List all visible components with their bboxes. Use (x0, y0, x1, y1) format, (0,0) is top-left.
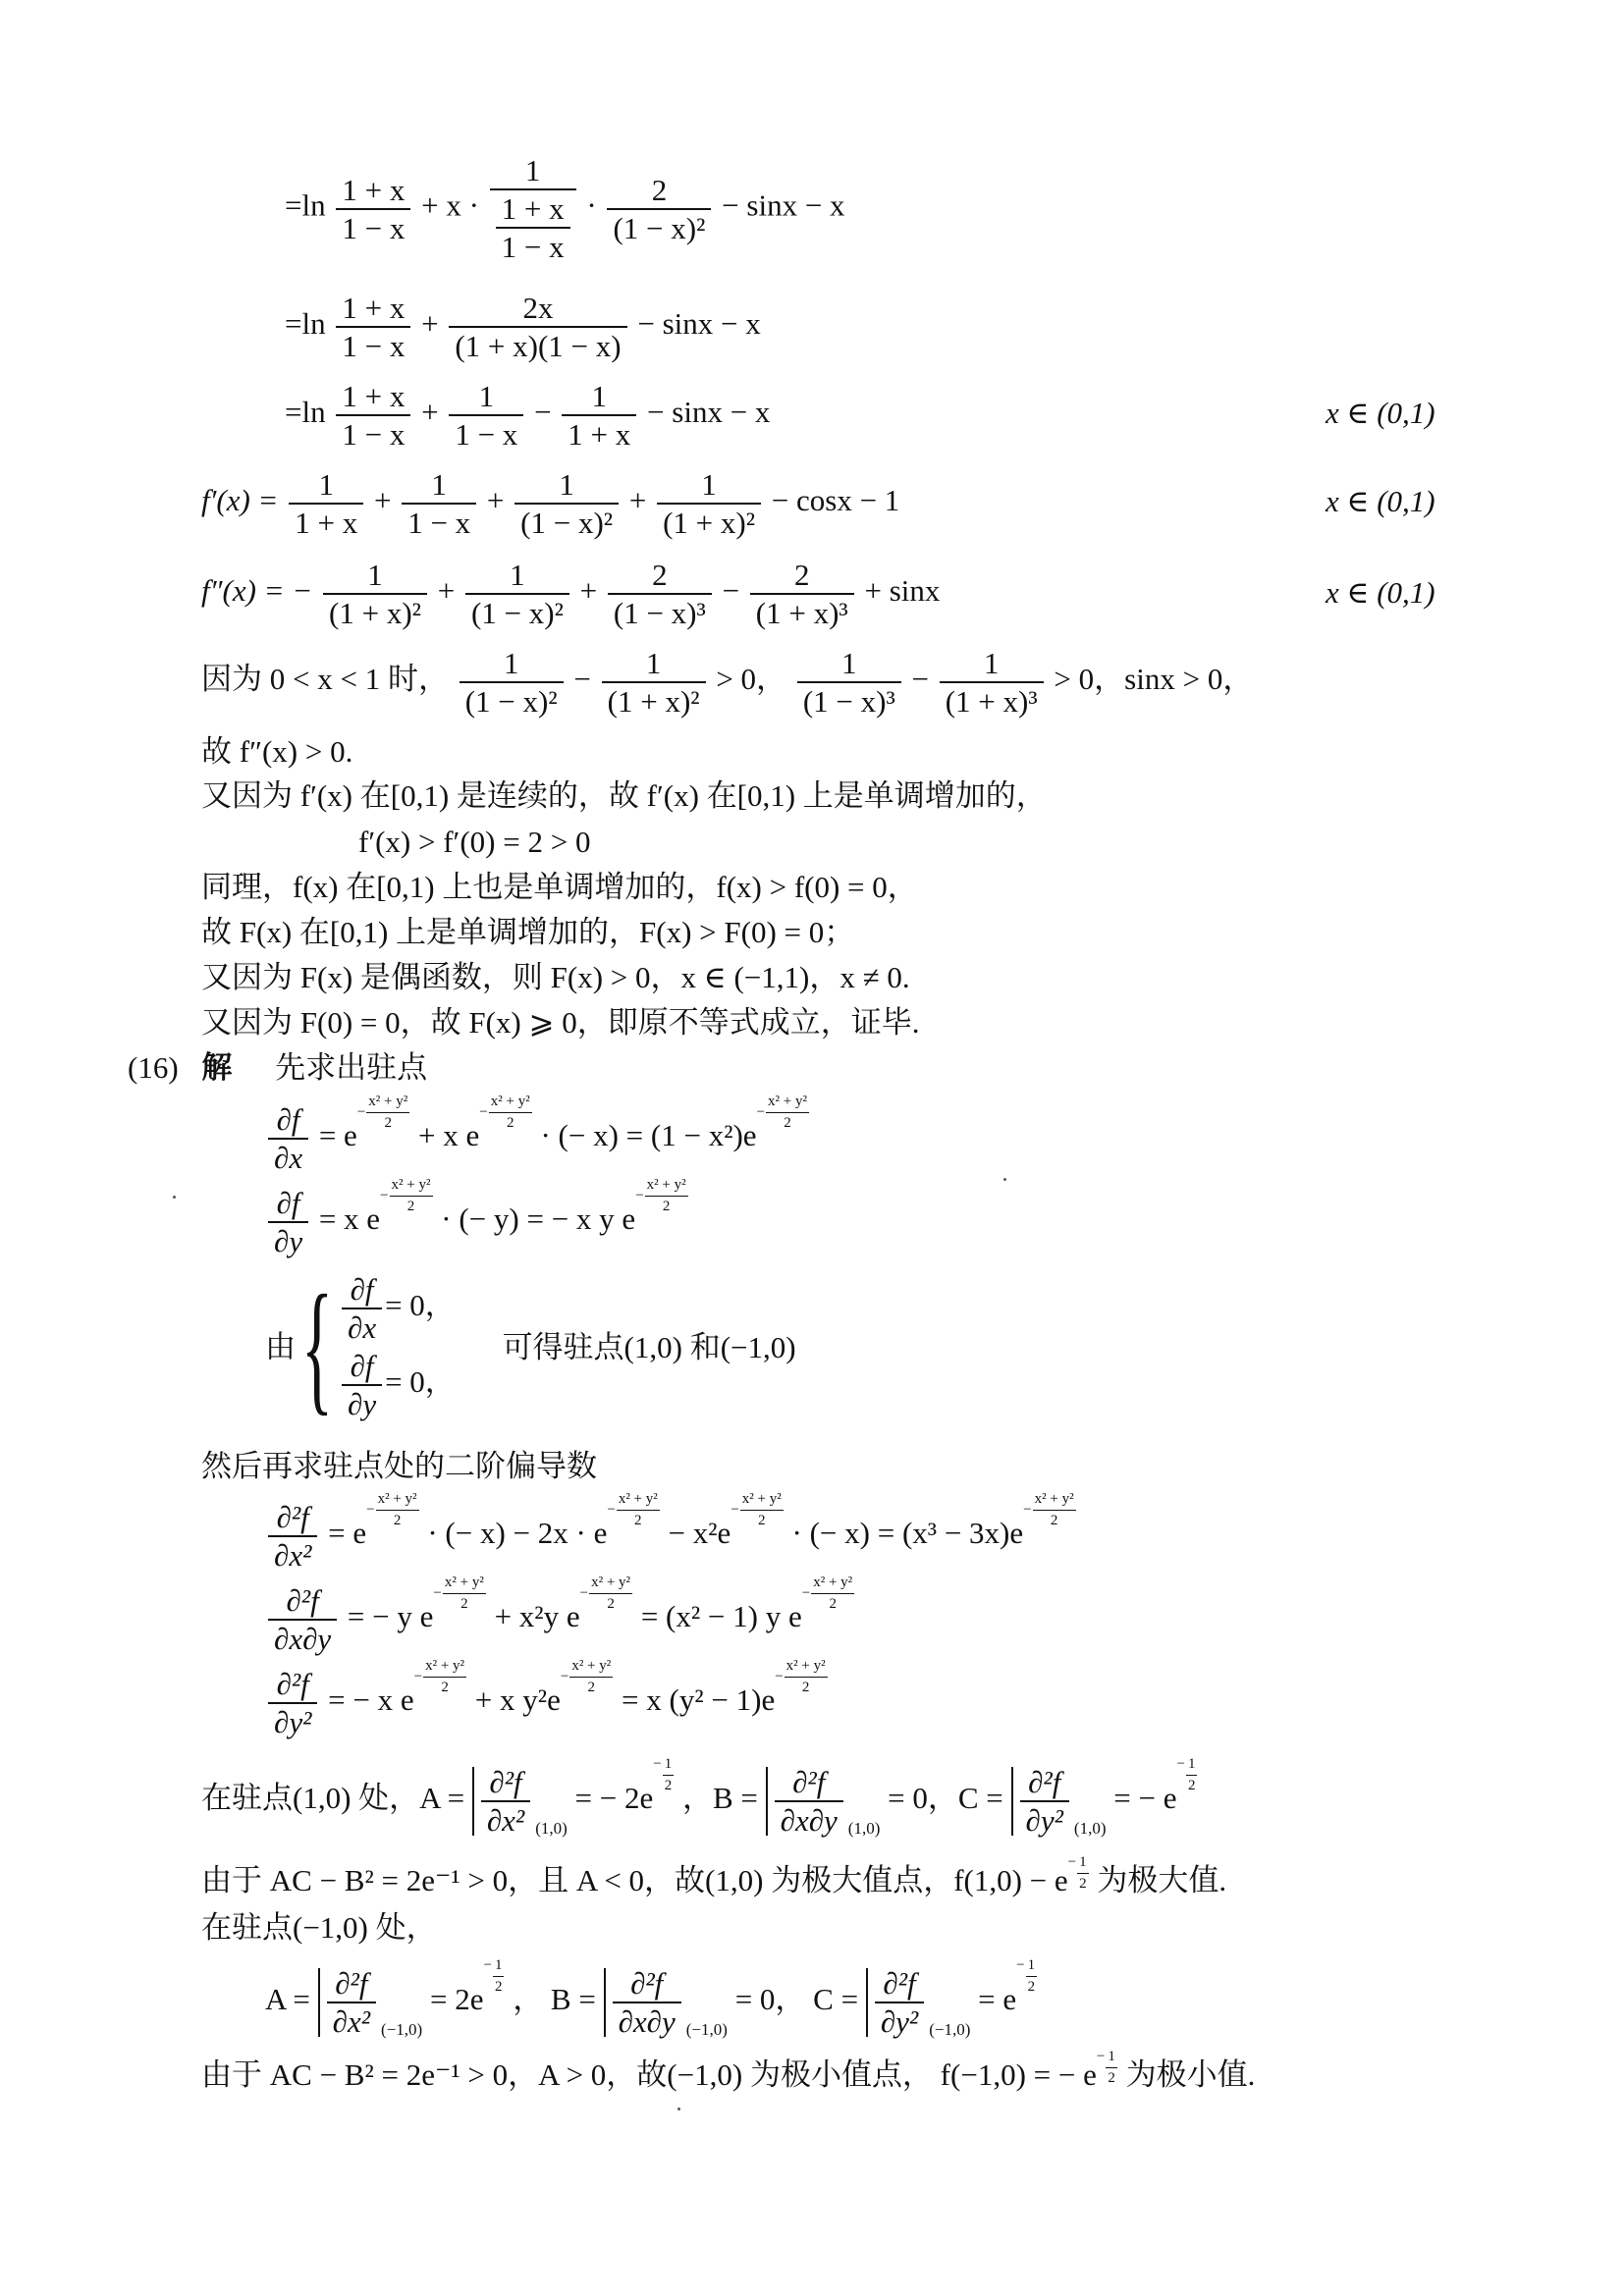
text-line: 故 F(x) 在[0,1) 上是单调增加的，F(x) > F(0) = 0； (201, 915, 855, 949)
problem-16-header: (16) 解 先求出驻点 (128, 1050, 428, 1085)
scan-speck (677, 2108, 680, 2110)
scan-speck (1003, 1178, 1006, 1181)
text-line: 在驻点(−1,0) 处， (201, 1910, 437, 1945)
eq-at-point-1: 在驻点(1,0) 处，A = $\frac{\text{∂²f}}{\text{∂x²}}$ $_{(1,0)}$ = − 2e− $^{\frac{1}{2}}$ ，B = $\frac{\text{∂²f}}{\partial x\partial y}$ $_{(1,0)}$ = 0，C = $\frac{\text{∂²f}}{\text{∂y²}}$ $_{(1,0)}$ = − e− $^{\frac{1}{2}}$ (201, 1756, 1196, 1839)
text-line: 又因为 F(x) 是偶函数，则 F(x) > 0，x ∈ (−1,1)，x ≠ 0. (201, 960, 910, 994)
since-line: 因为 0 < x < 1 时， $\frac{1}{\text{(1 − x)²}}$ − $\frac{1}{\text{(1 + x)²}}$ > 0， $\frac{1}{\text{(1 − x)³}}$ − $\frac{1}{\text{(1 + x)³}}$ > 0，sinx > 0， (201, 646, 1254, 719)
eq-df-dy: $\frac{\partial f}{\partial y}$ = x $e^{- \frac{\text{x² + y²}}{2}}$ · (− y) = − x y $e^{- \frac{\text{x² + y²}}{2}}$ (265, 1188, 689, 1256)
eq-line-2: =ln $\frac{1 + x}{1 - x}$ + $\frac{2x}{(1 + x)(1 - x)}$ − sinx − x (285, 291, 761, 363)
text-line: 又因为 F(0) = 0，故 F(x) ⩾ 0，即原不等式成立，证毕. (201, 1005, 920, 1040)
system-of-equations: 由{ $\frac{\partial f}{\partial x}$ = 0， $\frac{\partial f}{\partial y}$ = 0， 可得驻点(1,0) 和(−1,0) (265, 1265, 796, 1428)
eq-fdoubleprime: f″(x) = − $\frac{1}{\text{(1 + x)²}}$ + $\frac{1}{\text{(1 − x)²}}$ + $\frac{2}{\text{(1 − x)³}}$ − $\frac{2}{\text{(1 + x)³}}$ + sinx (201, 558, 941, 630)
text-line: 然后再求驻点处的二阶偏导数 (201, 1449, 597, 1483)
text-line: 由于 AC − B² = 2e⁻¹ > 0，A > 0，故(−1,0) 为极小值点， f(−1,0) = − e− $^{\frac{1}{2}}$ 为极小值. (201, 2049, 1256, 2092)
text-line: 又因为 f′(x) 在[0,1) 是连续的，故 f′(x) 在[0,1) 上是单调增加的， (201, 778, 1047, 813)
eq-fyy: $\frac{\text{∂²f}}{\text{∂y²}}$ = − x $e^{- \frac{\text{x² + y²}}{2}}$ + x $y^2e^{- \frac{\text{x² + y²}}{2}}$ = x $(y^2 - 1)e^{- \frac{\text{x² + y²}}{2}}$ (265, 1669, 829, 1737)
nested-fraction: $\frac{1}{\frac{1 + x}{1 - x}}$ (490, 155, 576, 262)
eq-fxy: $\frac{\text{∂²f}}{\partial x\partial y}$ = − y $e^{- \frac{\text{x² + y²}}{2}}$ + x²y $e^{- \frac{\text{x² + y²}}{2}}$ = (x² − 1) y $e^{- \frac{\text{x² + y²}}{2}}$ (265, 1585, 855, 1654)
text-line: 由于 AC − B² = 2e⁻¹ > 0，且 A < 0，故(1,0) 为极大值点，f(1,0) − e− $^{\frac{1}{2}}$ 为极大值. (201, 1854, 1227, 1897)
eq-fprime: f′(x) = $\frac{1}{1 + x}$ + $\frac{1}{1 - x}$ + $\frac{1}{\text{(1 − x)²}}$ + $\frac{1}{\text{(1 + x)²}}$ − cosx − 1 (201, 467, 900, 540)
text-line: 故 f″(x) > 0. (201, 734, 353, 769)
fraction: $\frac{2}{\text{(1 − x)²}}$ (607, 175, 711, 243)
domain-note: x ∈ (0,1) (1326, 484, 1435, 518)
eq-line-1: =ln $\frac{1 + x}{1 - x}$ + x · $\frac{1}{\frac{1 + x}{1 - x}}$ · $\frac{2}{\text{(1 − x)²}}$ − sinx − x (285, 153, 845, 264)
brace-icon: { (300, 1265, 334, 1428)
text-line: 同理，f(x) 在[0,1) 上也是单调增加的，f(x) > f(0) = 0， (201, 870, 918, 904)
domain-note: x ∈ (0,1) (1326, 396, 1435, 430)
eq-line-3: =ln $\frac{1 + x}{1 - x}$ + $\frac{1}{1 - x}$ − $\frac{1}{1 + x}$ − sinx − x (285, 379, 771, 452)
scan-speck (173, 1196, 176, 1199)
fraction: $\frac{1 + x}{1 - x}$ (336, 175, 410, 243)
eq-at-point-2: A = $\frac{\text{∂²f}}{\text{∂x²}}$ $_{(-1,0)}$ = 2e− $^{\frac{1}{2}}$ ， B = $\frac{\text{∂²f}}{\partial x\partial y}$ $_{(-1,0)}$ = 0， C = $\frac{\text{∂²f}}{\text{∂y²}}$ $_{(-1,0)}$ = e− $^{\frac{1}{2}}$ (265, 1957, 1036, 2040)
eq-df-dx: $\frac{\partial f}{\partial x}$ = $e^{- \frac{\text{x² + y²}}{2}}$ + x $e^{- \frac{\text{x² + y²}}{2}}$ · (− $x) = (1 - x^2)e^{- \frac{\text{x² + y²}}{2}}$ (265, 1104, 810, 1173)
domain-note: x ∈ (0,1) (1326, 575, 1435, 610)
eq-fxx: $\frac{\text{∂²f}}{\text{∂x²}}$ = $e^{- \frac{\text{x² + y²}}{2}}$ · (− $x) - 2x \cdot e^{- \frac{\text{x² + y²}}{2}}$ − $x^2e^{- \frac{\text{x² + y²}}{2}}$ · (− $x) = (x^3 - 3x)e^{- \frac{\text{x² + y²}}{2}}$ (265, 1502, 1077, 1571)
text-line: f′(x) > f′(0) = 2 > 0 (358, 825, 591, 859)
